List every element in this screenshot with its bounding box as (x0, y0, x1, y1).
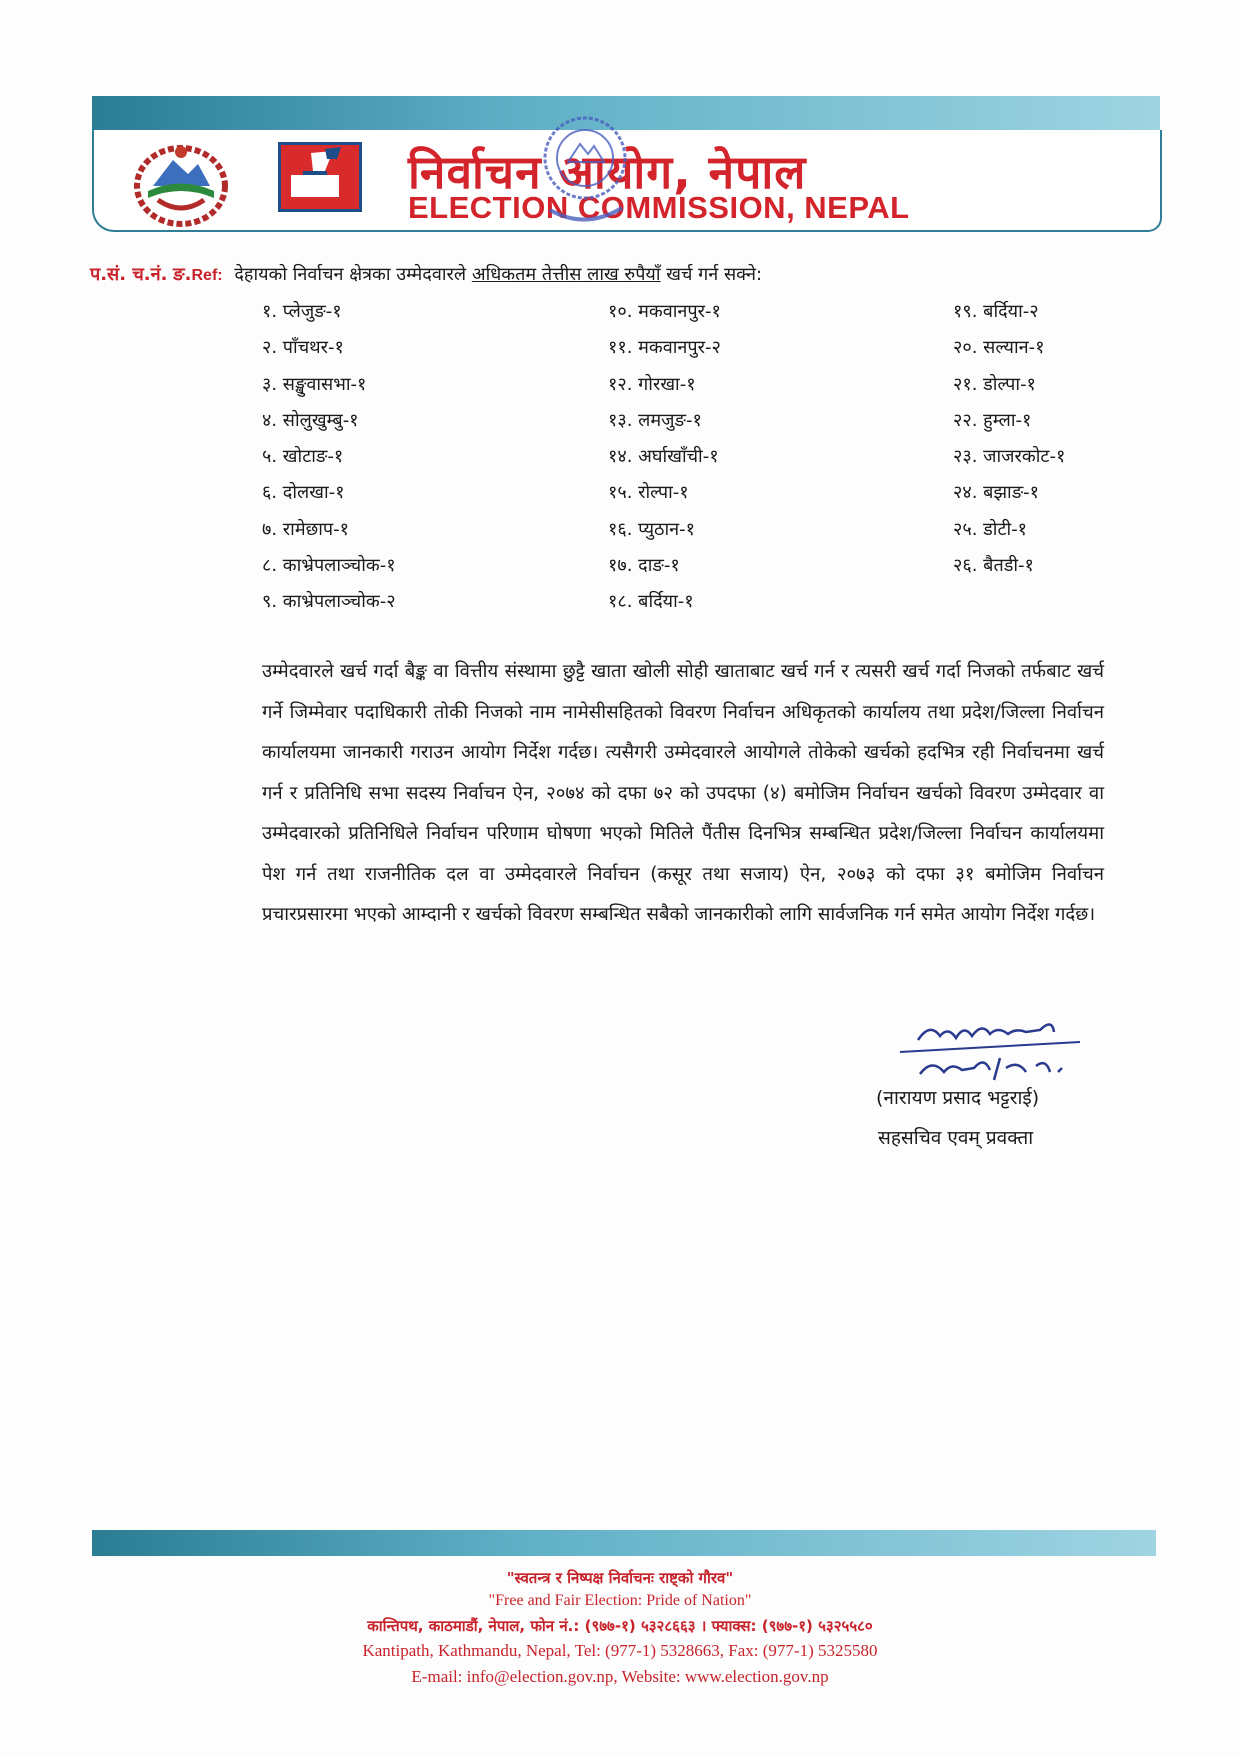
footer-motto-english: "Free and Fair Election: Pride of Nation" (488, 1592, 752, 1609)
list-item: ३. सङ्खुवासभा-१ (262, 373, 367, 395)
footer-motto-nepali: "स्वतन्त्र र निष्पक्ष निर्वाचनः राष्ट्को गौरव" (506, 1569, 734, 1587)
ref-number-label: प.सं. च.नं. (90, 264, 168, 285)
list-item: २३. जाजरकोट-१ (953, 446, 1066, 468)
list-item: ६. दोलखा-१ (262, 482, 345, 504)
ref-text-underlined: अधिकतम तेत्तीस लाख रुपैयाँ (471, 264, 661, 285)
title-nepali: निर्वाचन आयोग, नेपाल (408, 145, 807, 199)
footer-contact: E-mail: info@election.gov.np, Website: www.election.gov.np (411, 1667, 829, 1686)
list-item: १९. बर्दिया-२ (953, 301, 1039, 322)
ref-intro-text (234, 264, 762, 285)
list-item: २. पाँचथर-१ (262, 337, 344, 359)
list-item: २२. हुम्ला-१ (953, 409, 1032, 431)
handwritten-signature-icon (840, 1012, 1110, 1092)
list-item: १२. गोरखा-१ (608, 373, 696, 395)
list-item: ७. रामेछाप-१ (262, 518, 349, 540)
constituency-column-3 (953, 300, 1065, 590)
list-item: १४. अर्घाखाँची-१ (608, 446, 719, 468)
list-item: १६. प्युठान-१ (608, 518, 695, 540)
official-stamp-icon (530, 110, 640, 250)
list-item: १. प्लेजुङ-१ (262, 301, 342, 322)
ballot-box-icon (281, 145, 359, 209)
list-item: १७. दाङ-१ (608, 555, 680, 577)
list-item: २०. सल्यान-१ (953, 337, 1045, 359)
list-item: ५. खोटाङ-१ (262, 446, 344, 468)
list-item: १३. लमजुङ-१ (608, 409, 702, 431)
signatory-title: सहसचिव एवम् प्रवक्ता (878, 1127, 1034, 1149)
list-item: १५. रोल्पा-१ (608, 482, 689, 504)
commission-logo (278, 142, 362, 212)
footer-address-nepali: कान्तिपथ, काठमाडौं, नेपाल, फोन नं.: (९७७-१) ५३२८६६३ । फ्याक्स: (९७७-१) ५३२५५८० (367, 1617, 873, 1635)
ref-serial-label: ङ. (173, 264, 192, 285)
ref-line (90, 262, 762, 286)
list-item: ११. मकवानपुर-२ (608, 337, 721, 359)
list-item: १०. मकवानपुर-१ (608, 301, 721, 322)
constituency-column-2 (608, 300, 721, 627)
list-item: २४. बझाङ-१ (953, 482, 1040, 504)
list-item: ९. काभ्रेपलाञ्चोक-२ (262, 591, 396, 613)
nepal-emblem-icon (128, 136, 234, 228)
list-item: ८. काभ्रेपलाञ्चोक-१ (262, 555, 396, 577)
ref-text-after: खर्च गर्न सक्ने: (666, 264, 763, 285)
footer-address-english: Kantipath, Kathmandu, Nepal, Tel: (977-1) 5328663, Fax: (977-1) 5325580 (362, 1641, 878, 1660)
body-paragraph: उम्मेदवारले खर्च गर्दा बैङ्क वा वित्तीय संस्थामा छुट्टै खाता खोली सोही खाताबाट खर्च गर्न र त्यसरी खर्च गर्दा निजको तर्फबाट खर्च गर्ने जिम्मेवार पदाधिकारी तोकी निजको नाम नामेसीसहितको विवरण निर्वाचन अधिकृतको कार्यालय तथा प्रदेश/जिल्ला निर्वाचन कार्यालयमा जानकारी गराउन आयोग निर्देश गर्दछ। त्यसैगरी उम्मेदवारले आयोगले तोकेको खर्चको हदभित्र रही निर्वाचनमा खर्च गर्न र प्रतिनिधि सभा सदस्य निर्वाचन ऐन, २०७४ को दफा ७२ को उपदफा (४) बमोजिम निर्वाचन खर्चको विवरण उम्मेदवार वा उम्मेदवारको प्रतिनिधिले निर्वाचन परिणाम घोषणा भएको मितिले पैंतीस दिनभित्र सम्बन्धित प्रदेश/जिल्ला निर्वाचन कार्यालयमा पेश गर्न तथा राजनीतिक दल वा उम्मेदवारले निर्वाचन (कसूर तथा सजाय) ऐन, २०७३ को दफा ३१ बमोजिम निर्वाचन प्रचारप्रसारमा भएको आम्दानी र खर्चको विवरण सम्बन्धित सबैको जानकारीको लागि सार्वजनिक गर्न समेत आयोग निर्देश गर्दछ। (262, 661, 1104, 925)
list-item: २५. डोटी-१ (953, 518, 1028, 540)
constituency-column-1 (262, 300, 396, 627)
ref-text-before: देहायको निर्वाचन क्षेत्रका उम्मेदवारले (234, 264, 467, 285)
list-item: २१. डोल्पा-१ (953, 373, 1036, 395)
list-item: ४. सोलुखुम्बु-१ (262, 409, 359, 431)
title-english: ELECTION COMMISSION, NEPAL (408, 190, 910, 225)
list-item: २६. बैतडी-१ (953, 555, 1034, 577)
signatory-name: (नारायण प्रसाद भट्टराई) (876, 1087, 1040, 1109)
list-item: १८. बर्दिया-१ (608, 591, 694, 613)
ref-label-en: Ref: (191, 267, 223, 284)
footer-bar (92, 1530, 1156, 1556)
